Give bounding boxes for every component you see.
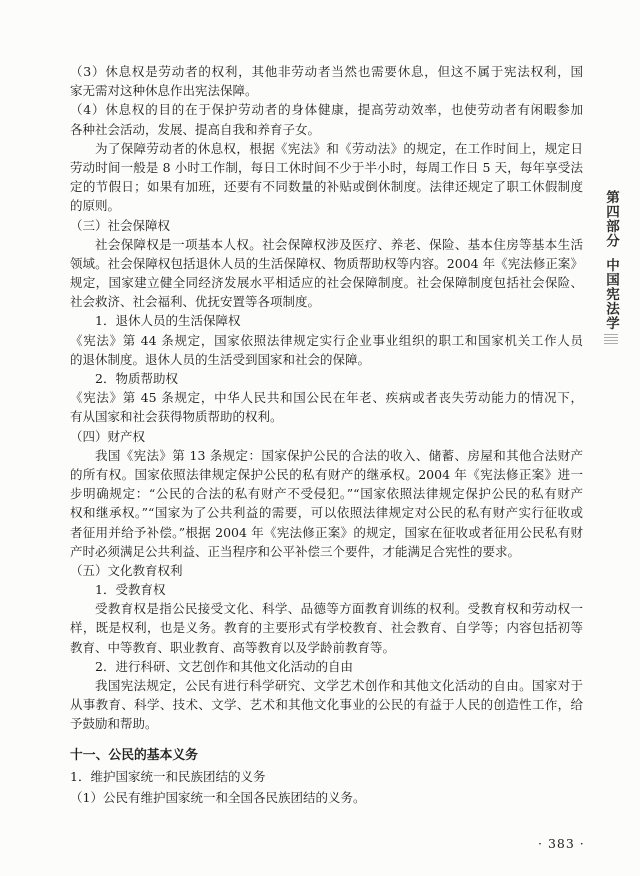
text-line: 产时必须满足公共利益、正当程序和公平补偿三个要件，才能满足合宪性的要求。 bbox=[70, 543, 521, 559]
text-line: 社会救济、社会福利、优抚安置等各项制度。 bbox=[70, 294, 321, 310]
section-heading-social-security bbox=[70, 216, 583, 235]
tab-part-label: 第四部分 bbox=[603, 190, 619, 248]
item-1-paragraph bbox=[70, 787, 583, 808]
section-heading: （四）财产权 bbox=[70, 428, 146, 444]
page-number: · 383 · bbox=[538, 836, 585, 851]
section-heading: （三）社会保障权 bbox=[70, 217, 171, 233]
text-line: 各种社会活动，发展、提高自我和养育子女。 bbox=[70, 121, 321, 137]
chapter-heading: 十一、公民的基本义务 bbox=[70, 747, 198, 763]
section-heading: （五）文化教育权利 bbox=[70, 562, 183, 578]
text-line: 社会保障权是一项基本人权。社会保障权涉及医疗、养老、保险、基本住房等基本生活 bbox=[95, 236, 583, 252]
text-line: （1）公民有维护国家统一和全国各民族团结的义务。 bbox=[70, 789, 366, 805]
text-line: 《宪法》第 45 条规定，中华人民共和国公民在年老、疾病或者丧失劳动能力的情况下， bbox=[70, 390, 583, 406]
text-line: 领域。社会保障权包括退休人员的生活保障权、物质帮助权等内容。2004 年《宪法修正案》 bbox=[70, 255, 583, 271]
text-line: 权和继承权。”“国家为了公共利益的需要，可以依照法律规定对公民的私有财产实行征收或 bbox=[70, 505, 583, 521]
text-line: 定的节假日；如果有加班，还要有不同数量的补贴或倒休制度。法律还规定了职工休假制度 bbox=[70, 179, 583, 195]
subheading: 1．退休人员的生活保障权 bbox=[95, 313, 241, 329]
subheading: 2．进行科研、文艺创作和其他文化活动的自由 bbox=[95, 658, 353, 674]
text-line: 我国《宪法》第 13 条规定：国家保护公民的合法的收入、储蓄、房屋和其他合法财产 bbox=[95, 447, 583, 463]
text-line: 从事教育、科学、技术、文学、艺术和其他文化事业的公民的有益于人民的创造性工作，给 bbox=[70, 697, 583, 713]
text-line: 受教育权是指公民接受文化、科学、品德等方面教育训练的权利。受教育权和劳动权一 bbox=[95, 601, 583, 617]
rest-time-paragraph bbox=[70, 139, 583, 216]
text-line: 劳动时间一般是 8 小时工作制，每日工休时间不少于半小时，每周工作日 5 天，每年享受法 bbox=[70, 159, 583, 175]
tab-ornament bbox=[604, 334, 618, 344]
text-line: 的退休制度。退休人员的生活受到国家和社会的保障。 bbox=[70, 351, 371, 367]
property-paragraph bbox=[70, 446, 583, 561]
article-44-paragraph bbox=[70, 331, 583, 369]
page-body bbox=[70, 62, 583, 808]
text-line: 教育、中等教育、职业教育、高等教育以及学龄前教育等。 bbox=[70, 639, 396, 655]
article-45-paragraph bbox=[70, 388, 583, 426]
chapter-heading-basic-duties bbox=[70, 745, 583, 766]
subheading: 2．物质帮助权 bbox=[95, 371, 178, 386]
text-line: （3）休息权是劳动者的权利，其他非劳动者当然也需要休息，但这不属于宪法权利，国 bbox=[70, 64, 583, 79]
section-side-tab bbox=[602, 190, 620, 331]
item-4-paragraph bbox=[70, 100, 583, 138]
text-line: 我国宪法规定，公民有进行科学研究、文学艺术创作和其他文化活动的自由。国家对于 bbox=[95, 678, 583, 693]
subheading-national-unity bbox=[70, 766, 583, 787]
text-line: 有从国家和社会获得物质帮助的权利。 bbox=[70, 409, 283, 425]
subheading: 1．受教育权 bbox=[95, 582, 166, 598]
subheading-education bbox=[70, 580, 583, 599]
social-security-paragraph bbox=[70, 235, 583, 312]
education-paragraph bbox=[70, 599, 583, 657]
text-line: 的原则。 bbox=[70, 198, 121, 214]
subheading-research-freedom bbox=[70, 657, 583, 676]
tab-title-label: 中国宪法学 bbox=[603, 258, 619, 331]
text-line: （4）休息权的目的在于保护劳动者的身体健康，提高劳动效率，也使劳动者有闲暇参加 bbox=[70, 102, 583, 118]
text-line: 予鼓励和帮助。 bbox=[70, 716, 158, 732]
section-heading-property bbox=[70, 427, 583, 446]
research-freedom-paragraph bbox=[70, 676, 583, 734]
subheading-retiree-security bbox=[70, 311, 583, 330]
text-line: 《宪法》第 44 条规定，国家依照法律规定实行企业事业组织的职工和国家机关工作人员 bbox=[70, 332, 583, 348]
item-3-paragraph bbox=[70, 62, 583, 100]
text-line: 家无需对这种休息作出宪法保障。 bbox=[70, 83, 258, 99]
text-line: 者征用并给予补偿。”根据 2004 年《宪法修正案》的规定，国家在征收或者征用公民私有财 bbox=[70, 524, 583, 540]
text-line: 规定，国家建立健全同经济发展水平相适应的社会保障制度。社会保障制度包括社会保险、 bbox=[70, 275, 583, 291]
basic-duties-section bbox=[70, 745, 583, 808]
subheading-material-assistance bbox=[70, 369, 583, 388]
subheading: 1．维护国家统一和民族团结的义务 bbox=[70, 768, 266, 784]
section-heading-culture-education bbox=[70, 561, 583, 580]
text-line: 样，既是权利，也是义务。教育的主要形式有学校教育、社会教育、自学等；内容包括初等 bbox=[70, 620, 583, 636]
text-line: 步明确规定：“公民的合法的私有财产不受侵犯。”“国家依照法律规定保护公民的私有财产 bbox=[70, 486, 583, 502]
text-line: 的所有权。国家依照法律规定保护公民的私有财产的继承权。2004 年《宪法修正案》进一 bbox=[70, 466, 583, 482]
text-line: 为了保障劳动者的休息权，根据《宪法》和《劳动法》的规定，在工作时间上，规定日 bbox=[95, 140, 583, 156]
